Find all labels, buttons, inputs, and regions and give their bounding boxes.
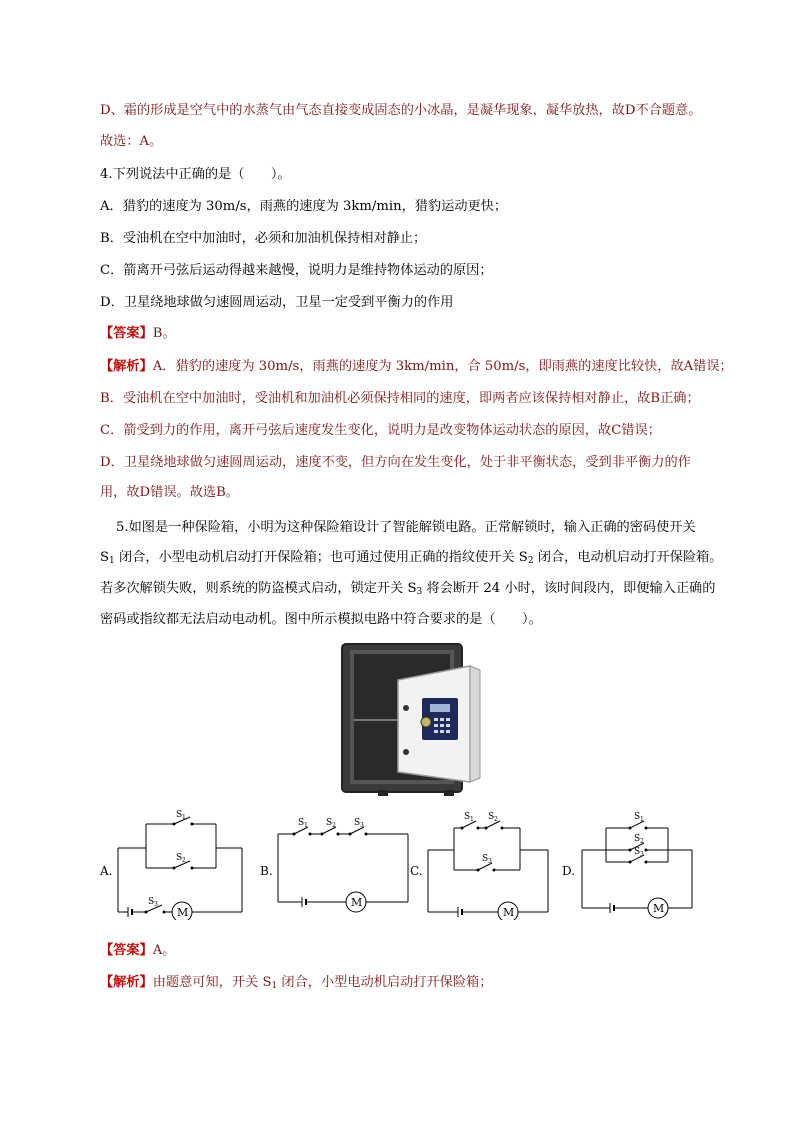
circuit-d: [560, 808, 700, 924]
switch-label: S: [148, 897, 155, 907]
question-4-option-b: B．受油机在空中加油时，必须和加油机保持相对静止；: [100, 231, 427, 246]
text-span: 由题意可知，开关 S: [152, 975, 272, 990]
motor-label: M: [503, 906, 515, 919]
switch-symbol: S: [100, 550, 110, 565]
text-span: 闭合，小型电动机启动打开保险箱；: [277, 975, 493, 990]
switch-label: S: [488, 812, 495, 822]
answer-tag: 【答案】: [100, 326, 153, 341]
question-4-analysis-d: D．卫星绕地球做匀速圆周运动，速度不变，但方向在发生变化，处于非平衡状态，受到非平衡力的作: [100, 455, 691, 470]
switch-subscript: 1: [109, 556, 115, 566]
circuit-label: A.: [100, 864, 113, 878]
switch-label: S: [298, 818, 305, 828]
question-4-analysis-b: B．受油机在空中加油时，受油机和加油机必须保持相同的速度，即两者应该保持相对静止，故B正确；: [100, 391, 700, 406]
switch-label: S: [176, 810, 183, 820]
switch-subscript: 1: [304, 822, 308, 829]
question-5-line-3: [100, 578, 715, 603]
switch-label: S: [482, 854, 489, 864]
switch-subscript: 2: [182, 857, 186, 864]
question-5-line-1: 5.如图是一种保险箱，小明为这种保险箱设计了智能解锁电路。正常解锁时，输入正确的密码使开关: [116, 520, 696, 535]
switch-subscript: 3: [416, 587, 423, 597]
switch-subscript: 1: [470, 816, 474, 823]
motor-label: M: [653, 902, 665, 915]
question-4-option-a: A．猎豹的速度为 30m/s，雨燕的速度为 3km/min，猎豹运动更快；: [100, 199, 508, 214]
question-4-analysis-c: C．箭受到力的作用，离开弓弦后速度发生变化，说明力是改变物体运动状态的原因，故C错误；: [100, 423, 661, 438]
question-4-stem: 4.下列说法中正确的是（ ）。: [100, 167, 291, 182]
circuit-b: [258, 808, 413, 924]
answer-choice: 故选：A。: [100, 134, 163, 149]
question-4-analysis-a: [100, 356, 733, 378]
switch-subscript: 3: [154, 901, 158, 908]
switch-subscript: 2: [640, 838, 644, 845]
answer-value: A。: [152, 943, 176, 958]
switch-subscript: 3: [640, 851, 644, 858]
question-4-answer: [100, 323, 176, 345]
motor-label: M: [351, 896, 363, 909]
switch-subscript: 1: [640, 816, 644, 823]
switch-subscript: 3: [360, 822, 364, 829]
analysis-tag: 【解析】: [100, 975, 153, 990]
switch-label: S: [354, 818, 361, 828]
switch-subscript: 1: [182, 814, 186, 821]
switch-subscript: 2: [527, 556, 534, 566]
switch-subscript: 3: [488, 858, 492, 865]
switch-subscript: 2: [332, 822, 336, 829]
circuit-label: D.: [562, 864, 576, 878]
switch-label: S: [464, 812, 471, 822]
analysis-tag: 【解析】: [100, 359, 153, 374]
safe-illustration: [338, 640, 486, 802]
switch-label: S: [176, 853, 183, 863]
circuit-a: [98, 808, 248, 924]
circuit-label: C.: [410, 864, 423, 878]
question-5-answer: [100, 940, 175, 962]
question-5-analysis: [100, 972, 492, 997]
question-4-option-d: D．卫星绕地球做匀速圆周运动，卫星一定受到平衡力的作用: [100, 295, 454, 310]
circuit-label: B.: [260, 864, 273, 878]
circuit-c: [408, 808, 553, 924]
switch-subscript: 2: [494, 816, 498, 823]
text-span: 闭合，电动机启动打开保险箱。: [533, 550, 723, 565]
option-d-explanation: D、霜的形成是空气中的水蒸气由气态直接变成固态的小冰晶，是凝华现象，凝华放热，故D不合题意。: [100, 103, 702, 118]
switch-subscript: 1: [271, 981, 278, 991]
switch-label: S: [634, 812, 641, 822]
question-4-option-c: C．箭离开弓弦后运动得越来越慢，说明力是维持物体运动的原因；: [100, 263, 493, 278]
switch-label: S: [634, 834, 641, 844]
question-5-line-2: [100, 547, 722, 572]
question-5-line-4: 密码或指纹都无法启动电动机。图中所示模拟电路中符合要求的是（ ）。: [100, 612, 542, 627]
text-span: 闭合，小型电动机启动打开保险箱；也可通过使用正确的指纹使开关 S: [114, 550, 528, 565]
switch-label: S: [634, 847, 641, 857]
switch-label: S: [326, 818, 333, 828]
answer-value: B。: [152, 326, 176, 341]
analysis-text: A．猎豹的速度为 30m/s，雨燕的速度为 3km/min，合 50m/s，即雨燕的速度比较快，故A错误；: [152, 359, 733, 374]
answer-tag: 【答案】: [100, 943, 153, 958]
text-span: 将会断开 24 小时，该时间段内，即便输入正确的: [422, 581, 716, 596]
motor-label: M: [177, 906, 189, 919]
text-span: 若多次解锁失败，则系统的防盗模式启动，锁定开关 S: [100, 581, 417, 596]
question-4-analysis-e: 用，故D错误。故选B。: [100, 485, 239, 500]
